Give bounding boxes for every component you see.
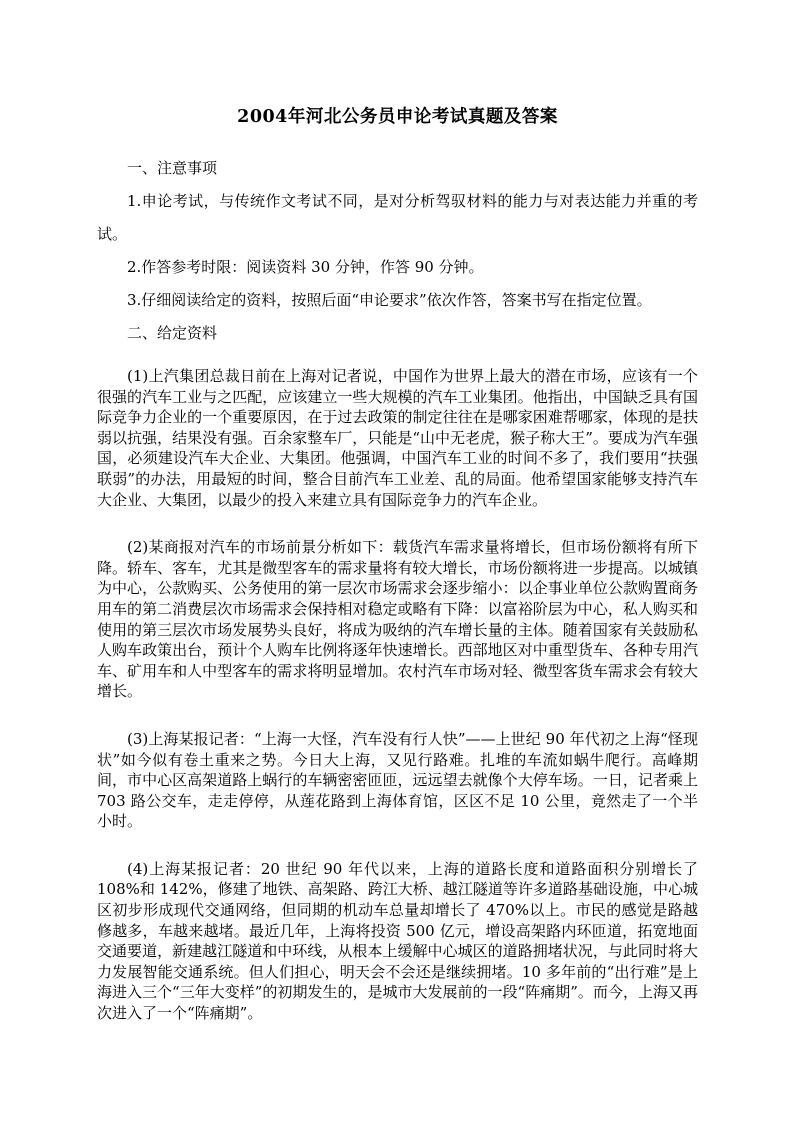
material-paragraph-1: (1)上汽集团总裁日前在上海对记者说，中国作为世界上最大的潜在市场，应该有一个很强的汽车工业与之匹配，应该建立一些大规模的汽车工业集团。他指出，中国缺乏具有国际竞争力企业的一个重要原因，在于过去政策的制定往往在是哪家困难帮哪家，体现的是扶弱以抗强，结果没有强。百余家整车厂，只能是“山中无老虎，猴子称大王”。要成为汽车强国，必须建设汽车大企业、大集团。他强调，中国汽车工业的时间不多了，我们要用“扶强联弱”的办法，用最短的时间，整合目前汽车工业差、乱的局面。他希望国家能够支持汽车大企业、大集团，以最少的投入来建立具有国际竞争力的汽车企业。 [97, 367, 698, 509]
materials-section [97, 366, 698, 1024]
material-paragraph-4: (4)上海某报记者：20 世纪 90 年代以来，上海的道路长度和道路面积分别增长了 108%和 142%，修建了地铁、高架路、跨江大桥、越江隧道等许多道路基础设施，中心城区初步形成现代交通网络，但同期的机动车总量却增长了 470%以上。市民的感觉是路越修越多，车越来越堵。最近几年，上海将投资 500 亿元，增设高架路内环匝道，拓宽地面交通要道，新建越江隧道和中环线，从根本上缓解中心城区的道路拥堵状况，与此同时将大力发展智能交通系统。但人们担心，明天会不会还是继续拥堵。10 多年前的“出行难”是上海进入三个“三年大变样”的初期发生的，是城市大发展前的一段“阵痛期”。而今，上海又再次进入了一个“阵痛期”。 [97, 859, 698, 1023]
material-paragraph-2: (2)某商报对汽车的市场前景分析如下：载货汽车需求量将增长，但市场份额将有所下降。轿车、客车，尤其是微型客车的需求量将有较大增长，市场份额将进一步提高。以城镇为中心，公款购买、公务使用的第一层次市场需求会逐步缩小：以企事业单位公款购置商务用车的第二消费层次市场需求会保持相对稳定或略有下降：以富裕阶层为中心，私人购买和使用的第三层次市场发展势头良好，将成为吸纳的汽车增长量的主体。随着国家有关鼓励私人购车政策出台，预计个人购车比例将逐年快速增长。西部地区对中重型货车、各种专用汽车、矿用车和人中型客车的需求将明显增加。农村汽车市场对轻、微型客货车需求会有较大增长。 [97, 538, 698, 701]
notice-section [97, 152, 698, 350]
notice-item-2: 2.作答参考时限：阅读资料 30 分钟，作答 90 分钟。 [127, 258, 484, 276]
notice-item-3: 3.仔细阅读给定的资料，按照后面“申论要求”依次作答，答案书写在指定位置。 [127, 291, 652, 309]
material-paragraph-3: (3)上海某报记者：“上海一大怪，汽车没有行人快”——上世纪 90 年代初之上海“怪现状”如今似有卷土重来之势。今日大上海，又见行路难。扎堆的车流如蜗牛爬行。高峰期间，市中心区高架道路上蜗行的车辆密密匝匝，远远望去就像个大停车场。一日，记者乘上 703 路公交车，走走停停，从莲花路到上海体育馆，区区不足 10 公里，竟然走了一个半小时。 [97, 729, 698, 831]
section-heading-materials: 二、给定资料 [127, 324, 218, 342]
page-title: 2004年河北公务员申论考试真题及答案 [237, 107, 558, 127]
notice-item-1: 1.申论考试，与传统作文考试不同，是对分析驾驭材料的能力与对表达能力并重的考试。 [97, 192, 698, 243]
section-heading-notices: 一、注意事项 [127, 159, 218, 177]
